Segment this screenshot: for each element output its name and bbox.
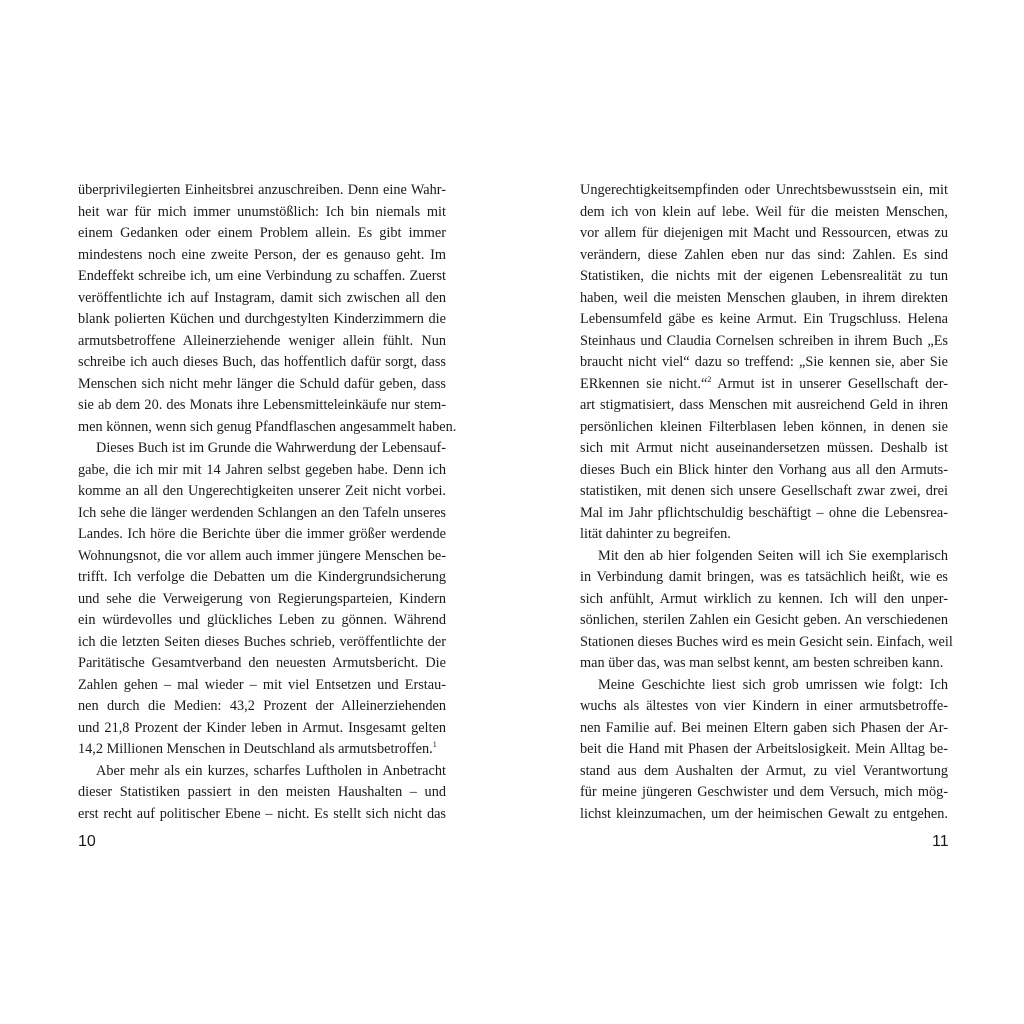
text-line: sie ab dem 20. des Monats ihre Lebensmitteleinkäufe nur stem- [78, 397, 446, 413]
text-line: wuchs als ältestes von vier Kindern in einer armutsbetroffe- [580, 698, 948, 714]
text-line: sich anfühlt, Armut wirklich zu kennen. Ich will den unper- [580, 590, 948, 607]
text-line: lität dahinter zu begreifen. [580, 526, 731, 542]
text-line: sich mit Armut nicht auseinandersetzen müssen. Deshalb ist [580, 440, 948, 456]
text-line: ich die letzten Seiten dieses Buches schrieb, veröffentlichte der [78, 633, 446, 650]
text-line: beit die Hand mit Phasen der Arbeitslosigkeit. Mein Alltag be- [580, 741, 948, 757]
text-line: stand aus dem Aushalten der Armut, zu viel Verantwortung [580, 762, 948, 779]
text-line: verändern, diese Zahlen eben nur das sind: Zahlen. Es sind [580, 246, 948, 263]
text-line: Aber mehr als ein kurzes, scharfes Luftholen in Anbetracht [96, 762, 446, 779]
text-line: Wohnungsnot, die vor allem auch immer jüngere Menschen be- [78, 547, 446, 564]
text-segment: Armut ist in unserer Gesellschaft der- [711, 375, 949, 392]
text-line: man über das, was man selbst kennt, am besten schreiben kann. [580, 655, 944, 671]
text-line: statistiken, mit denen sich unsere Gesellschaft zwar zwei, drei [580, 483, 948, 499]
text-line: und 21,8 Prozent der Kinder leben in Armut. Insgesamt gelten [78, 719, 446, 736]
text-line: veröffentlichte ich auf Instagram, damit sich zwischen all den [78, 289, 446, 306]
text-line: dem ich von klein auf lebe. Weil für die meisten Menschen, [580, 203, 948, 220]
text-line: gabe, die ich mir mit 14 Jahren selbst gegeben habe. Denn ich [78, 461, 446, 478]
text-line: Menschen sich nicht mehr länger die Schuld dafür geben, dass [78, 375, 446, 392]
text-line: heit war für mich immer unumstößlich: Ich bin niemals mit [78, 203, 446, 220]
page-number-left: 10 [78, 833, 96, 850]
text-line: Mit den ab hier folgenden Seiten will ich Sie exemplarisch [598, 547, 948, 564]
right-page [580, 180, 953, 825]
text-line: Zahlen gehen – mal wieder – mit viel Entsetzen und Erstau- [78, 676, 446, 693]
text-line: Endeffekt schreibe ich, um eine Verbindung zu schaffen. Zuerst [78, 268, 446, 284]
text-line: Landes. Ich höre die Berichte über die immer größer werdende [78, 526, 446, 542]
text-line: trifft. Ich verfolge die Debatten um die Kindergrundsicherung [78, 569, 446, 585]
text-line: men können, wenn sich genug Pfandflaschen angesammelt haben. [78, 418, 457, 435]
text-line: Stationen dieses Buches wird es mein Gesicht sein. Einfach, weil [580, 633, 953, 650]
text-line: einem Gedanken oder einem Problem allein. Es gibt immer [78, 225, 446, 241]
text-segment: ERkennen sie nicht.“ [580, 375, 708, 392]
text-line: nen durch die Medien: 43,2 Prozent der Alleinerziehenden [78, 698, 446, 714]
text-line: überprivilegierten Einheitsbrei anzuschreiben. Denn eine Wahr- [78, 182, 446, 198]
text-line: für meine jüngeren Geschwister und dem Versuch, mich mög- [580, 784, 948, 800]
text-line: armutsbetroffene Alleinerziehende weniger allein fühlt. Nun [78, 332, 446, 349]
text-line: Statistiken, die nichts mit der eigenen Lebensrealität zu tun [580, 268, 948, 284]
text-line: persönlichen kleinen Filterblasen leben können, in denen sie [580, 418, 948, 435]
text-line: sönlichen, sterilen Zahlen ein Gesicht geben. An verschiedenen [580, 612, 948, 628]
text-line: erst recht auf politischer Ebene – nicht. Es stellt sich nicht das [78, 805, 446, 822]
text-line: Mal im Jahr pflichtschuldig beschäftigt – ohne die Lebensrea- [580, 504, 948, 521]
text-segment: 14,2 Millionen Menschen in Deutschland als armutsbetroffen. [78, 741, 433, 757]
text-line: komme an all den Ungerechtigkeiten unserer Zeit nicht vorbei. [78, 483, 446, 499]
text-line: braucht nicht viel“ dazu so treffend: „Sie kennen sie, aber Sie [580, 354, 948, 370]
text-line: in Verbindung damit bringen, was es tatsächlich heißt, wie es [580, 569, 948, 585]
text-line: Meine Geschichte liest sich grob umrissen wie folgt: Ich [598, 676, 948, 693]
text-line: Ungerechtigkeitsempfinden oder Unrechtsbewusstsein ein, mit [580, 182, 948, 198]
text-line: dieses Buch ein Blick hinter den Vorhang aus all den Armuts- [580, 461, 948, 478]
text-line: lichst kleinzumachen, um der heimischen Gewalt zu entgehen. [580, 805, 948, 822]
text-line: Paritätische Gesamtverband den neuesten Armutsbericht. Die [78, 655, 446, 671]
footnote-marker: 2 [707, 374, 712, 384]
text-line: dieser Statistiken passiert in den meisten Haushalten – und [78, 784, 446, 800]
footnote-marker: 1 [432, 740, 437, 750]
text-line: art stigmatisiert, dass Menschen mit ausreichend Geld in ihren [580, 397, 948, 413]
left-page [78, 180, 457, 825]
text-line: nen Familie auf. Bei meinen Eltern gaben sich Phasen der Ar- [580, 719, 948, 736]
text-line [580, 374, 948, 396]
text-line: und sehe die Verweigerung von Regierungsparteien, Kindern [78, 590, 446, 607]
text-line: Dieses Buch ist im Grunde die Wahrwerdung der Lebensauf- [96, 440, 446, 456]
text-line: ein würdevolles und glückliches Leben zu gönnen. Während [78, 612, 446, 628]
text-line: Steinhaus und Claudia Cornelsen schreiben in ihrem Buch „Es [580, 332, 948, 349]
text-line: blank polierten Küchen und durchgestylten Kinderzimmern die [78, 311, 446, 327]
text-line: Ich sehe die länger werdenden Schlangen an den Tafeln unseres [78, 504, 446, 521]
text-line: vor allem für diejenigen mit Macht und Ressourcen, etwas zu [580, 225, 948, 241]
text-line: haben, weil die meisten Menschen glauben, in ihrem direkten [580, 289, 948, 306]
text-line: schreibe ich auch dieses Buch, das hoffentlich dafür sorgt, dass [78, 354, 446, 370]
page-number-right: 11 [932, 833, 949, 850]
text-line: Lebensumfeld gäbe es keine Armut. Ein Trugschluss. Helena [580, 311, 948, 327]
text-line [78, 739, 446, 761]
text-line: mindestens noch eine zweite Person, der es genauso geht. Im [78, 246, 446, 263]
